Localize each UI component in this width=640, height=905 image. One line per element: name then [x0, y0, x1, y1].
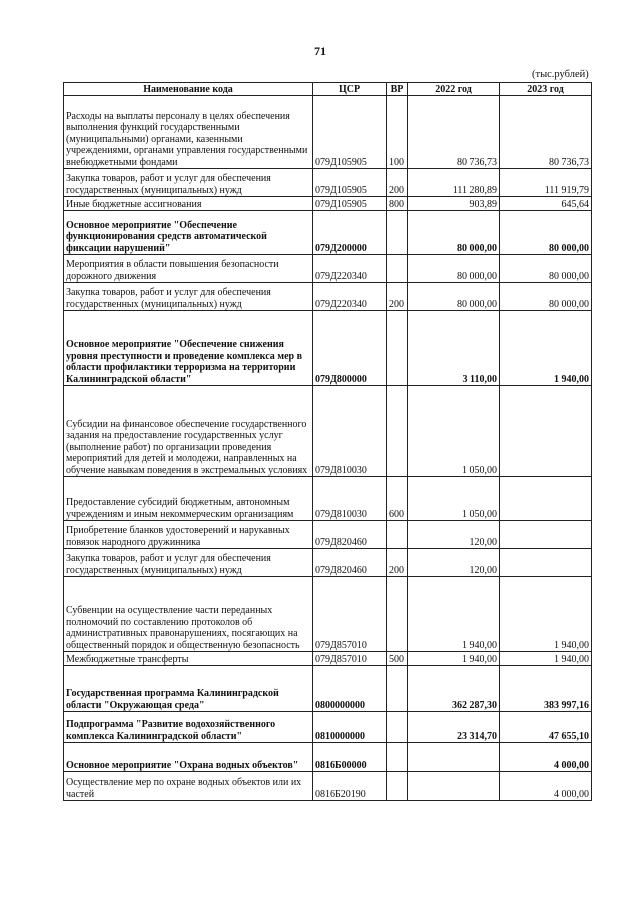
row-2023-cell: 80 000,00 [500, 255, 592, 283]
row-vr-cell [387, 255, 408, 283]
row-csr-cell: 079Д800000 [313, 311, 387, 386]
row-name-cell: Основное мероприятие "Обеспечение функционирования средств автоматической фиксации нарушений" [64, 211, 313, 255]
row-2023-cell: 47 655,10 [500, 712, 592, 743]
row-2022-cell: 80 736,73 [408, 96, 500, 169]
table-row [64, 477, 592, 521]
column-header-csr: ЦСР [313, 83, 387, 96]
row-2022-cell: 362 287,30 [408, 666, 500, 712]
table-row [64, 712, 592, 743]
row-vr-cell: 100 [387, 96, 408, 169]
row-2022-cell: 1 940,00 [408, 577, 500, 652]
row-vr-cell [387, 311, 408, 386]
row-name-cell: Подпрограмма "Развитие водохозяйственного комплекса Калининградской области" [64, 712, 313, 743]
row-name-cell: Закупка товаров, работ и услуг для обеспечения государственных (муниципальных) нужд [64, 283, 313, 311]
table-row [64, 283, 592, 311]
column-header-2022: 2022 год [408, 83, 500, 96]
row-2023-cell: 80 736,73 [500, 96, 592, 169]
row-vr-cell [387, 743, 408, 772]
table-row [64, 386, 592, 477]
row-name-cell: Государственная программа Калининградской области "Окружающая среда" [64, 666, 313, 712]
row-name-cell: Предоставление субсидий бюджетным, автономным учреждениям и иным некоммерческим организациям [64, 477, 313, 521]
row-2022-cell: 1 050,00 [408, 386, 500, 477]
row-2022-cell: 903,89 [408, 197, 500, 211]
row-csr-cell: 079Д810030 [313, 477, 387, 521]
row-csr-cell: 079Д200000 [313, 211, 387, 255]
row-vr-cell [387, 521, 408, 549]
row-2022-cell: 111 280,89 [408, 169, 500, 197]
table-row [64, 311, 592, 386]
row-2023-cell: 4 000,00 [500, 772, 592, 801]
row-2023-cell: 111 919,79 [500, 169, 592, 197]
table-row [64, 577, 592, 652]
row-vr-cell [387, 386, 408, 477]
row-csr-cell: 079Д820460 [313, 521, 387, 549]
units-label: (тыс.рублей) [532, 69, 589, 80]
row-2023-cell [500, 549, 592, 577]
row-2022-cell: 120,00 [408, 521, 500, 549]
row-csr-cell: 0816Б20190 [313, 772, 387, 801]
column-header-name: Наименование кода [64, 83, 313, 96]
row-2022-cell: 1 940,00 [408, 652, 500, 666]
row-name-cell: Межбюджетные трансферты [64, 652, 313, 666]
row-2023-cell [500, 386, 592, 477]
row-2023-cell: 1 940,00 [500, 652, 592, 666]
row-vr-cell [387, 772, 408, 801]
table-row [64, 96, 592, 169]
row-2023-cell: 1 940,00 [500, 311, 592, 386]
row-name-cell: Приобретение бланков удостоверений и нарукавных повязок народного дружинника [64, 521, 313, 549]
row-2023-cell: 383 997,16 [500, 666, 592, 712]
column-header-2023: 2023 год [500, 83, 592, 96]
row-name-cell: Расходы на выплаты персоналу в целях обеспечения выполнения функций государственными (муниципальными) органами, казенными учреждениями, органами управления государственными внебюджетными фондами [64, 96, 313, 169]
row-csr-cell: 0816Б00000 [313, 743, 387, 772]
row-name-cell: Закупка товаров, работ и услуг для обеспечения государственных (муниципальных) нужд [64, 169, 313, 197]
row-csr-cell: 079Д105905 [313, 197, 387, 211]
row-vr-cell: 200 [387, 169, 408, 197]
row-name-cell: Субсидии на финансовое обеспечение государственного задания на предоставление государственных услуг (выполнение работ) по организации проведения мероприятий для детей и молодежи, направленных на обучение навыкам поведения в экстремальных условиях [64, 386, 313, 477]
row-name-cell: Основное мероприятие "Обеспечение снижения уровня преступности и проведение комплекса мер в области профилактики терроризма на территории Калининградской области" [64, 311, 313, 386]
table-row [64, 169, 592, 197]
row-2023-cell: 645,64 [500, 197, 592, 211]
row-vr-cell: 200 [387, 549, 408, 577]
table-header-row [64, 83, 592, 96]
row-2023-cell: 4 000,00 [500, 743, 592, 772]
row-2022-cell: 80 000,00 [408, 211, 500, 255]
row-csr-cell: 0800000000 [313, 666, 387, 712]
row-2023-cell: 80 000,00 [500, 283, 592, 311]
table-row [64, 211, 592, 255]
row-csr-cell: 079Д810030 [313, 386, 387, 477]
row-name-cell: Субвенции на осуществление части переданных полномочий по составлению протоколов об административных правонарушениях, посягающих на общественный порядок и общественную безопасность [64, 577, 313, 652]
row-vr-cell [387, 577, 408, 652]
row-vr-cell: 800 [387, 197, 408, 211]
row-2023-cell [500, 521, 592, 549]
row-vr-cell [387, 712, 408, 743]
budget-table [63, 82, 592, 801]
row-name-cell: Осуществление мер по охране водных объектов или их частей [64, 772, 313, 801]
row-2022-cell [408, 772, 500, 801]
table-row [64, 255, 592, 283]
table-row [64, 652, 592, 666]
row-csr-cell: 079Д857010 [313, 577, 387, 652]
row-csr-cell: 079Д857010 [313, 652, 387, 666]
row-2023-cell: 80 000,00 [500, 211, 592, 255]
table-row [64, 772, 592, 801]
row-csr-cell: 079Д220340 [313, 255, 387, 283]
row-name-cell: Основное мероприятие "Охрана водных объектов" [64, 743, 313, 772]
table-row [64, 549, 592, 577]
row-2022-cell: 1 050,00 [408, 477, 500, 521]
table-row [64, 197, 592, 211]
row-2022-cell: 80 000,00 [408, 255, 500, 283]
column-header-vr: ВР [387, 83, 408, 96]
table-row [64, 743, 592, 772]
row-name-cell: Закупка товаров, работ и услуг для обеспечения государственных (муниципальных) нужд [64, 549, 313, 577]
row-csr-cell: 0810000000 [313, 712, 387, 743]
row-2023-cell [500, 477, 592, 521]
table-row [64, 521, 592, 549]
row-2022-cell: 3 110,00 [408, 311, 500, 386]
row-name-cell: Иные бюджетные ассигнования [64, 197, 313, 211]
row-csr-cell: 079Д105905 [313, 96, 387, 169]
row-2022-cell: 23 314,70 [408, 712, 500, 743]
row-vr-cell: 500 [387, 652, 408, 666]
row-vr-cell [387, 211, 408, 255]
row-vr-cell [387, 666, 408, 712]
row-2023-cell: 1 940,00 [500, 577, 592, 652]
row-csr-cell: 079Д105905 [313, 169, 387, 197]
row-csr-cell: 079Д220340 [313, 283, 387, 311]
row-2022-cell [408, 743, 500, 772]
row-vr-cell: 600 [387, 477, 408, 521]
table-body [64, 96, 592, 801]
table-row [64, 666, 592, 712]
row-2022-cell: 80 000,00 [408, 283, 500, 311]
page-number: 71 [314, 44, 326, 58]
row-name-cell: Мероприятия в области повышения безопасности дорожного движения [64, 255, 313, 283]
row-vr-cell: 200 [387, 283, 408, 311]
row-2022-cell: 120,00 [408, 549, 500, 577]
row-csr-cell: 079Д820460 [313, 549, 387, 577]
